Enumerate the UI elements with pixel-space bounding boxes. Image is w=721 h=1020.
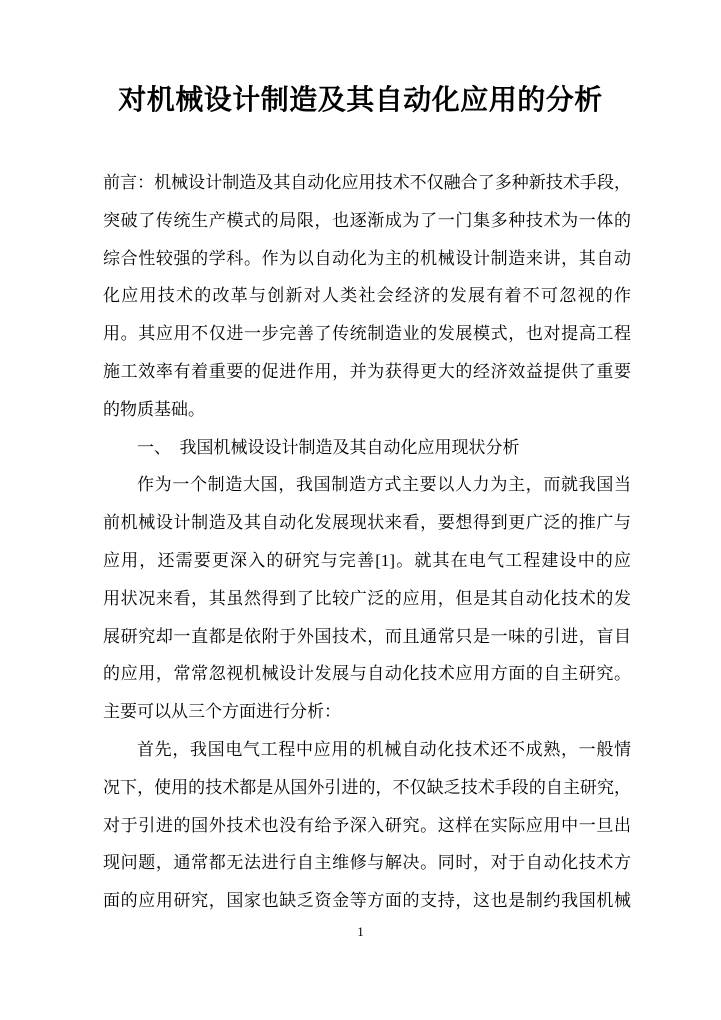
document-body [103, 164, 631, 920]
text-line: 前机械设计制造及其自动化发展现状来看，要想得到更广泛的推广与 [103, 513, 631, 533]
text-line: 首先，我国电气工程中应用的机械自动化技术还不成熟，一般情 [137, 739, 631, 759]
text-line: 前言：机械设计制造及其自动化应用技术不仅融合了多种新技术手段， [103, 173, 631, 192]
text-line: 用状况来看，其虽然得到了比较广泛的应用，但是其自动化技术的发 [103, 588, 631, 608]
text-line: 施工效率有着重要的促进作用，并为获得更大的经济效益提供了重要 [103, 361, 631, 381]
text-line: 用。其应用不仅进一步完善了传统制造业的发展模式，也对提高工程 [103, 324, 631, 344]
text-line: 主要可以从三个方面进行分析： [103, 702, 341, 722]
text-line: 展研究却一直都是依附于外国技术，而且通常只是一味的引进，盲目 [103, 626, 631, 646]
text-line: 作为一个制造大国，我国制造方式主要以人力为主，而就我国当 [137, 475, 631, 495]
text-line: 化应用技术的改革与创新对人类社会经济的发展有着不可忽视的作 [103, 286, 631, 306]
text-line: 况下，使用的技术都是从国外引进的，不仅缺乏技术手段的自主研究， [103, 777, 631, 797]
section-heading: 一、 我国机械设设计制造及其自动化应用现状分析 [137, 437, 520, 457]
text-line: 的应用，常常忽视机械设计发展与自动化技术应用方面的自主研究。 [103, 664, 631, 684]
text-line: 面的应用研究，国家也缺乏资金等方面的支持，这也是制约我国机械 [103, 891, 631, 911]
document-title: 对机械设计制造及其自动化应用的分析 [118, 85, 603, 116]
text-line: 综合性较强的学科。作为以自动化为主的机械设计制造来讲，其自动 [103, 248, 631, 268]
text-line: 对于引进的国外技术也没有给予深入研究。这样在实际应用中一旦出 [103, 815, 631, 835]
page-number: 1 [357, 924, 364, 939]
text-line: 现问题，通常都无法进行自主维修与解决。同时，对于自动化技术方 [103, 853, 631, 873]
text-line: 应用，还需要更深入的研究与完善[1]。就其在电气工程建设中的应 [103, 550, 631, 570]
text-line: 的物质基础。 [103, 399, 205, 419]
text-line: 突破了传统生产模式的局限，也逐渐成为了一门集多种技术为一体的 [103, 210, 631, 230]
